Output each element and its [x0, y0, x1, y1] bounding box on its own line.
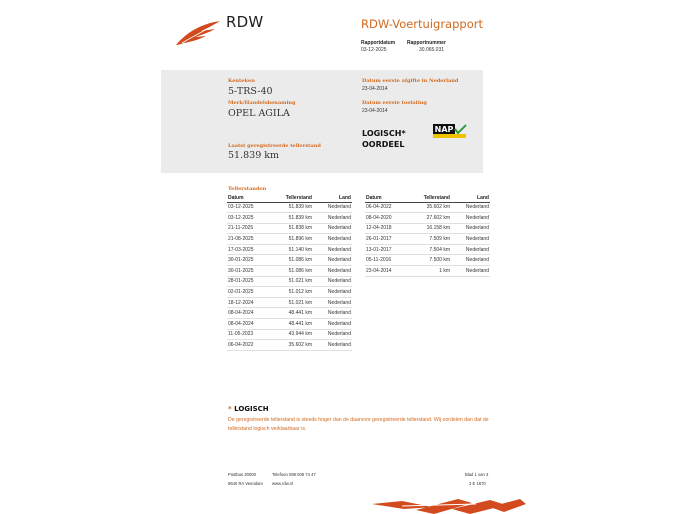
table-row — [227, 244, 352, 255]
plate-label: Kenteken — [228, 78, 255, 84]
reading-value: 16.158 km — [413, 223, 451, 234]
reading-country: Nederland — [313, 329, 352, 340]
table-row — [227, 213, 352, 224]
table-row — [227, 287, 352, 298]
col-date-header: Datum — [365, 194, 413, 202]
table-row — [365, 213, 490, 224]
note-heading — [228, 405, 269, 413]
reading-date: 08-04-2024 — [227, 308, 275, 319]
reading-date: 17-03-2025 — [227, 244, 275, 255]
reading-value: 43.944 km — [275, 329, 313, 340]
report-date-label: Rapportdatum — [361, 40, 396, 46]
reading-date: 28-01-2025 — [227, 276, 275, 287]
reading-date: 03-12-2025 — [227, 202, 275, 213]
table-row — [227, 223, 352, 234]
reading-value: 51.838 km — [275, 223, 313, 234]
table-row — [227, 266, 352, 277]
reading-date: 30-01-2025 — [227, 266, 275, 277]
table-row — [227, 319, 352, 330]
reading-date: 26-01-2017 — [365, 234, 413, 245]
plate-value: 5-TRS-40 — [228, 86, 273, 97]
reading-value: 7.500 km — [413, 255, 451, 266]
table-row — [365, 266, 490, 277]
col-country-header: Land — [313, 194, 352, 202]
table-row — [365, 255, 490, 266]
report-title: RDW-Voertuigrapport — [361, 17, 483, 31]
odometer-value: 51.839 km — [228, 150, 280, 161]
reading-country: Nederland — [313, 266, 352, 277]
reading-country: Nederland — [313, 319, 352, 330]
col-country-header: Land — [451, 194, 490, 202]
reading-value: 51.896 km — [275, 234, 313, 245]
reading-value: 51.086 km — [275, 266, 313, 277]
readings-table-right — [365, 194, 490, 277]
reading-country: Nederland — [313, 213, 352, 224]
reading-value: 1 km — [413, 266, 451, 277]
verdict-line-1: LOGISCH* — [362, 129, 406, 138]
reading-country: Nederland — [451, 255, 490, 266]
reading-date: 06-04-2022 — [365, 202, 413, 213]
footer-phone: Telefoon 088 008 74 47 — [272, 472, 316, 477]
brand-name: RDW — [226, 13, 264, 31]
nap-text: NAP — [434, 125, 454, 134]
reading-date: 12-04-2018 — [365, 223, 413, 234]
reading-country: Nederland — [313, 276, 352, 287]
readings-title: Tellerstanden — [228, 186, 267, 192]
reading-value: 51.140 km — [275, 244, 313, 255]
table-row — [227, 255, 352, 266]
reading-value: 7.509 km — [413, 234, 451, 245]
make-label: Merk/Handelsbenaming — [228, 100, 296, 106]
reading-value: 51.839 km — [275, 202, 313, 213]
reading-date: 23-04-2014 — [365, 266, 413, 277]
table-row — [227, 329, 352, 340]
readings-table-left — [227, 194, 352, 351]
table-row — [227, 276, 352, 287]
reading-value: 51.021 km — [275, 297, 313, 308]
reading-date: 05-11-2016 — [365, 255, 413, 266]
reading-country: Nederland — [451, 234, 490, 245]
note-title: LOGISCH — [234, 405, 269, 413]
table-row — [227, 340, 352, 351]
reading-date: 18-12-2024 — [227, 297, 275, 308]
reading-country: Nederland — [313, 223, 352, 234]
nap-logo-icon — [433, 124, 467, 139]
make-value: OPEL AGILA — [228, 108, 290, 119]
reading-value: 7.504 km — [413, 244, 451, 255]
reading-country: Nederland — [313, 202, 352, 213]
reading-value: 48.441 km — [275, 308, 313, 319]
footer-page: Blad 1 van 3 — [465, 472, 489, 477]
footer-city: 9640 RA Veendam — [228, 481, 263, 486]
footer-web: www.rdw.nl — [272, 481, 293, 486]
reading-country: Nederland — [451, 213, 490, 224]
table-row — [227, 202, 352, 213]
table-row — [365, 244, 490, 255]
table-header-row — [365, 194, 490, 202]
reading-value: 27.602 km — [413, 213, 451, 224]
reading-country: Nederland — [313, 287, 352, 298]
reading-country: Nederland — [451, 223, 490, 234]
table-row — [227, 297, 352, 308]
reading-country: Nederland — [451, 202, 490, 213]
footer-stripes-icon — [372, 497, 526, 514]
first-admission-label: Datum eerste toelating — [362, 100, 427, 106]
footer-postbus: Postbus 30000 — [228, 472, 256, 477]
first-issue-nl-value: 23-04-2014 — [362, 86, 388, 92]
reading-date: 21-08-2025 — [227, 234, 275, 245]
reading-country: Nederland — [313, 308, 352, 319]
footer-code: 3 E 1670 — [469, 481, 486, 486]
col-reading-header: Tellerstand — [275, 194, 313, 202]
table-row — [365, 223, 490, 234]
reading-date: 02-01-2025 — [227, 287, 275, 298]
report-date: 03-12-2025 — [361, 47, 387, 53]
odometer-label: Laatst geregistreerde tellerstand — [228, 143, 321, 149]
table-row — [227, 308, 352, 319]
reading-value: 51.086 km — [275, 255, 313, 266]
table-row — [365, 234, 490, 245]
reading-value: 35.602 km — [275, 340, 313, 351]
note-star: * — [228, 405, 232, 413]
reading-country: Nederland — [313, 255, 352, 266]
col-date-header: Datum — [227, 194, 275, 202]
rdw-logo-icon — [176, 20, 222, 46]
reading-date: 06-04-2022 — [227, 340, 275, 351]
report-number-label: Rapportnummer — [407, 40, 446, 46]
report-number: 30.065.031 — [419, 47, 445, 53]
verdict-line-2: OORDEEL — [362, 140, 405, 149]
note-text: De geregistreerde tellerstand is steeds hoger dan de daarvoor geregistreerde tellerstand. Wij oordelen dan dat de tellerstand logisch verklaarbaar is. — [228, 417, 489, 432]
table-row — [227, 234, 352, 245]
reading-value: 51.012 km — [275, 287, 313, 298]
vehicle-summary-band — [161, 70, 483, 173]
reading-value: 35.602 km — [413, 202, 451, 213]
first-admission-value: 23-04-2014 — [362, 108, 388, 114]
reading-country: Nederland — [313, 340, 352, 351]
reading-value: 51.839 km — [275, 213, 313, 224]
reading-country: Nederland — [313, 244, 352, 255]
reading-country: Nederland — [313, 297, 352, 308]
reading-date: 08-04-2020 — [365, 213, 413, 224]
reading-date: 21-11-2025 — [227, 223, 275, 234]
col-reading-header: Tellerstand — [413, 194, 451, 202]
reading-date: 11-05-2023 — [227, 329, 275, 340]
reading-date: 03-12-2025 — [227, 213, 275, 224]
reading-date: 13-01-2017 — [365, 244, 413, 255]
reading-date: 30-01-2025 — [227, 255, 275, 266]
reading-country: Nederland — [451, 266, 490, 277]
reading-value: 51.021 km — [275, 276, 313, 287]
reading-country: Nederland — [313, 234, 352, 245]
reading-value: 48.441 km — [275, 319, 313, 330]
first-issue-nl-label: Datum eerste afgifte in Nederland — [362, 78, 459, 84]
reading-date: 08-04-2024 — [227, 319, 275, 330]
table-row — [365, 202, 490, 213]
table-header-row — [227, 194, 352, 202]
reading-country: Nederland — [451, 244, 490, 255]
